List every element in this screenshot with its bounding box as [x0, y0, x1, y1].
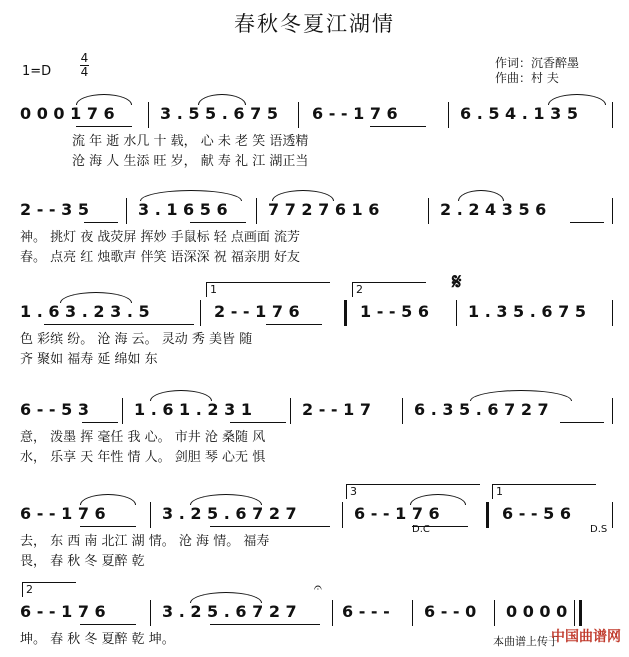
- time-signature: [80, 52, 89, 79]
- meter-denominator: 4: [80, 65, 89, 79]
- segno-sign: 𝄋: [452, 270, 462, 295]
- measure-9: 1 . 6 3 . 2 3 . 5: [20, 302, 150, 321]
- measure-14: 1 . 6 1 . 2 3 1: [134, 400, 252, 419]
- measure-1: 0 0 0 1 7 6: [20, 104, 115, 123]
- composer-credit: 作曲：村 夫: [495, 71, 559, 85]
- lyric-line-1: 去， 东 西 南 北江 湖 情。 沧 海 情。 福寿: [20, 534, 270, 549]
- measure-17: 6 - - 1 7 6: [20, 504, 106, 523]
- score-title: 春秋冬夏江湖情: [234, 12, 395, 36]
- measure-7: 7 7 2 7 6 1 6: [268, 200, 380, 219]
- volta-1: 1: [206, 282, 330, 297]
- measure-18: 3 . 2 5 . 6 7 2 7: [162, 504, 297, 523]
- lyric-line-1: 神。 挑灯 夜 战荧屏 挥妙 手鼠标 轻 点画面 流芳: [20, 230, 301, 245]
- key-signature: 1=D: [22, 64, 52, 79]
- measure-2: 3 . 5 5 . 6 7 5: [160, 104, 278, 123]
- measure-5: 2 - - 3 5: [20, 200, 89, 219]
- lyric-line-2: 水， 乐享 天 年性 情 人。 剑胆 琴 心无 惧: [20, 450, 266, 465]
- measure-4: 6 . 5 4 . 1 3 5: [460, 104, 578, 123]
- measure-15: 2 - - 1 7: [302, 400, 371, 419]
- measure-19: 6 - - 1 7 6: [354, 504, 440, 523]
- lyric-line-1: 坤。 春 秋 冬 夏醉 乾 坤。: [20, 632, 175, 647]
- volta-2: 2: [352, 282, 426, 297]
- measure-12: 1 . 3 5 . 6 7 5: [468, 302, 586, 321]
- measure-22: 3 . 2 5 . 6 7 2 7: [162, 602, 297, 621]
- volta-2-repeat: 2: [22, 582, 76, 597]
- measure-3: 6 - - 1 7 6: [312, 104, 398, 123]
- measure-23: 6 - - -: [342, 602, 390, 621]
- meter-numerator: 4: [80, 51, 89, 65]
- measure-10: 2 - - 1 7 6: [214, 302, 300, 321]
- lyric-line-2: 沧 海 人 生添 旺 岁， 献 寿 礼 江 湖正当: [72, 154, 309, 169]
- lyric-line-1: 流 年 逝 水几 十 载， 心 未 老 笑 语透精: [72, 134, 309, 149]
- measure-20: 6 - - 5 6: [502, 504, 571, 523]
- measure-21: 6 - - 1 7 6: [20, 602, 106, 621]
- measure-8: 2 . 2 4 3 5 6: [440, 200, 547, 219]
- lyric-line-1: 意， 泼墨 挥 毫任 我 心。 市井 沧 桑随 风: [20, 430, 266, 445]
- lyric-line-1: 色 彩缤 纷。 沧 海 云。 灵动 秀 美皆 随: [20, 332, 253, 347]
- measure-11: 1 - - 5 6: [360, 302, 429, 321]
- lyric-line-2: 春。 点亮 红 烛歌声 伴笑 语深深 祝 福亲朋 好友: [20, 250, 301, 265]
- measure-13: 6 - - 5 3: [20, 400, 89, 419]
- lyricist-credit: 作词：沉香醉墨: [495, 56, 580, 70]
- measure-6: 3 . 1 6 5 6: [138, 200, 228, 219]
- measure-16: 6 . 3 5 . 6 7 2 7: [414, 400, 549, 419]
- ds-marking: D.S: [590, 524, 608, 535]
- measure-24: 6 - - 0: [424, 602, 477, 621]
- volta-3: 3: [346, 484, 480, 499]
- volta-1-repeat: 1: [492, 484, 596, 499]
- lyric-line-2: 齐 聚如 福寿 延 绵如 东: [20, 352, 158, 367]
- site-logo: 中国曲谱网: [551, 629, 621, 645]
- fermata: 𝄐: [314, 580, 322, 596]
- upload-note: 本曲谱上传于: [493, 635, 559, 648]
- dc-marking: D.C: [412, 524, 430, 535]
- lyric-line-2: 畏， 春 秋 冬 夏醉 乾: [20, 554, 145, 569]
- measure-25: 0 0 0 0: [506, 602, 568, 621]
